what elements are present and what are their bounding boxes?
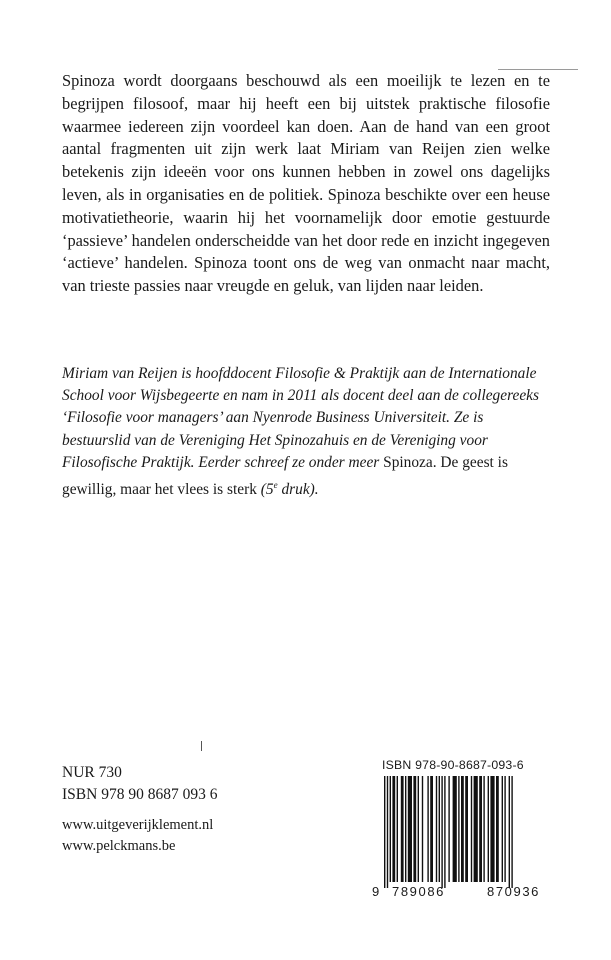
barcode-bar	[439, 776, 440, 882]
barcode-bar	[461, 776, 464, 882]
barcode-image	[372, 752, 587, 903]
barcode-bar	[387, 776, 388, 888]
barcode-bar	[405, 776, 406, 882]
barcode-digit-lead: 9	[372, 884, 381, 899]
barcode-bar	[444, 776, 445, 888]
barcode-bar	[474, 776, 478, 882]
blurb-text: Spinoza wordt doorgaans beschouwd als een moeilijk te lezen en te begrijpen filosoof, maar hij heeft een bij uitstek praktische filosofie waarmee iedereen zijn voordeel kan doen. Aan de hand van een groot aantal fragmenten uit zijn werk laat Miriam van Reijen zien welke betekenis zijn ideeën voor ons kunnen hebben in zowel ons dagelijks leven, als in organisaties en de politiek. Spinoza beschikte over een heuse motivatietheorie, waarin hij het voornamelijk door emotie gestuurde ‘passieve’ handelen onderscheidde van het door rede en inzicht ingegeven ‘actieve’ handelen. Spinoza toont ons de weg van onmacht naar macht, van trieste passies naar vreugde en geluk, van lijden naar leiden.	[62, 71, 550, 296]
barcode-bar	[453, 776, 457, 882]
barcode-isbn-label: ISBN 978-90-8687-093-6	[382, 758, 524, 772]
author-bio-paragraph	[62, 363, 550, 501]
barcode-bar	[392, 776, 395, 882]
crop-tick	[201, 741, 202, 751]
barcode-bar	[408, 776, 412, 882]
barcode-bar	[504, 776, 505, 882]
author-bio-text: Miriam van Reijen is hoofddocent Filosofie & Praktijk aan de Internationale School voor Wijsbegeerte en nam in 2011 als docent deel aan de collegereeks ‘Filosofie voor managers’ aan Nyenrode Business Universiteit. Ze is bestuurslid van de Vereniging Het Spinozahuis en de Vereniging voor Filosofische Praktijk. Eerder schreef ze onder meer	[62, 365, 539, 471]
url-uitgeverijklement[interactable]: www.uitgeverijklement.nl	[62, 817, 214, 833]
nur-code: NUR 730	[62, 764, 122, 781]
barcode-bar	[397, 776, 398, 882]
barcode-bar	[427, 776, 428, 882]
barcode-bar	[496, 776, 499, 882]
barcode-bar	[436, 776, 437, 882]
previous-book-title: Spinoza. De geest is gewillig, maar het vlees is sterk	[62, 453, 508, 499]
barcode-digits-left: 789086	[392, 884, 445, 899]
barcode-block	[372, 752, 587, 903]
barcode-bar	[401, 776, 404, 882]
barcode-digits-right: 870936	[487, 884, 540, 899]
blurb	[62, 70, 550, 298]
barcode-bar	[471, 776, 472, 882]
url-pelckmans[interactable]: www.pelckmans.be	[62, 838, 176, 854]
barcode-bar	[418, 776, 419, 882]
publisher-urls	[62, 815, 213, 857]
barcode-bar	[430, 776, 433, 882]
barcode-bar	[479, 776, 482, 882]
isbn-code: ISBN 978 90 8687 093 6	[62, 786, 218, 803]
barcode-bar	[511, 776, 512, 888]
barcode-bar	[488, 776, 489, 882]
edition-note: (5e druk).	[260, 480, 319, 499]
barcode-bar	[490, 776, 494, 882]
author-bio	[62, 363, 550, 501]
barcode-bar	[483, 776, 484, 882]
barcode-bar	[502, 776, 503, 882]
barcode-bar	[448, 776, 449, 882]
barcode-bar	[509, 776, 510, 888]
barcode-bar	[465, 776, 468, 882]
barcode-bar	[458, 776, 459, 882]
barcode-bar	[384, 776, 385, 888]
catalog-codes	[62, 762, 217, 806]
barcode-bar	[441, 776, 442, 888]
barcode-bar	[413, 776, 416, 882]
barcode-bar	[422, 776, 423, 882]
barcode-bar	[390, 776, 391, 882]
